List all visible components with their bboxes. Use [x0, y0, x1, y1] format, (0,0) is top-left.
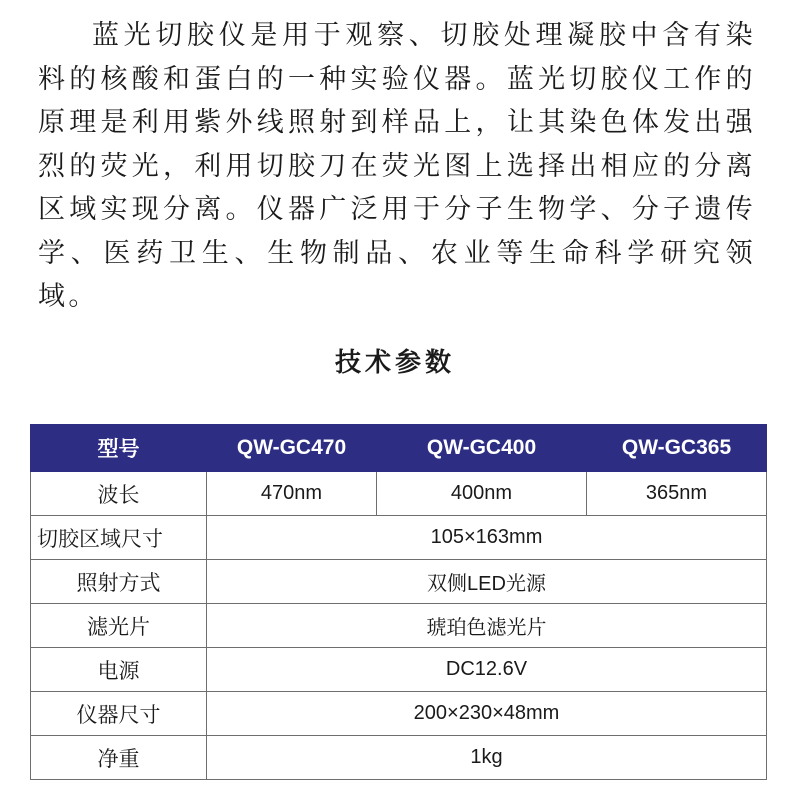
header-model-label: 型号 [31, 425, 207, 472]
row-label-filter: 滤光片 [31, 604, 207, 648]
intro-paragraph: 蓝光切胶仪是用于观察、切胶处理凝胶中含有染料的核酸和蛋白的一种实验仪器。蓝光切胶仪工作的原理是利用紫外线照射到样品上，让其染色体发出强烈的荧光，利用切胶刀在荧光图上选择出相应的分离区域实现分离。仪器广泛用于分子生物学、分子遗传学、医药卫生、生物制品、农业等生命科学研究领域。 [38, 20, 756, 312]
row-value-power: DC12.6V [207, 648, 767, 692]
table-row [31, 692, 767, 736]
row-label-dimensions: 仪器尺寸 [31, 692, 207, 736]
table-row [31, 560, 767, 604]
row-label-power: 电源 [31, 648, 207, 692]
row-value-illumination: 双侧LED光源 [207, 560, 767, 604]
section-title: 技术参数 [334, 348, 455, 378]
table-row [31, 516, 767, 560]
header-model-gc470: QW-GC470 [207, 425, 377, 472]
wavelength-gc470: 470nm [207, 472, 377, 516]
row-label-weight: 净重 [31, 736, 207, 780]
row-value-weight: 1kg [207, 736, 767, 780]
row-value-dimensions: 200×230×48mm [207, 692, 767, 736]
row-label-wavelength: 波长 [31, 472, 207, 516]
row-value-filter: 琥珀色滤光片 [207, 604, 767, 648]
table-row [31, 648, 767, 692]
row-value-cut-area: 105×163mm [207, 516, 767, 560]
table-row [31, 472, 767, 516]
row-label-illumination: 照射方式 [31, 560, 207, 604]
row-label-cut-area: 切胶区域尺寸 [31, 516, 207, 560]
wavelength-gc365: 365nm [587, 472, 767, 516]
table-row [31, 604, 767, 648]
wavelength-gc400: 400nm [377, 472, 587, 516]
spec-table [30, 424, 767, 780]
header-model-gc365: QW-GC365 [587, 425, 767, 472]
header-model-gc400: QW-GC400 [377, 425, 587, 472]
table-header-row [31, 425, 767, 472]
table-row [31, 736, 767, 780]
